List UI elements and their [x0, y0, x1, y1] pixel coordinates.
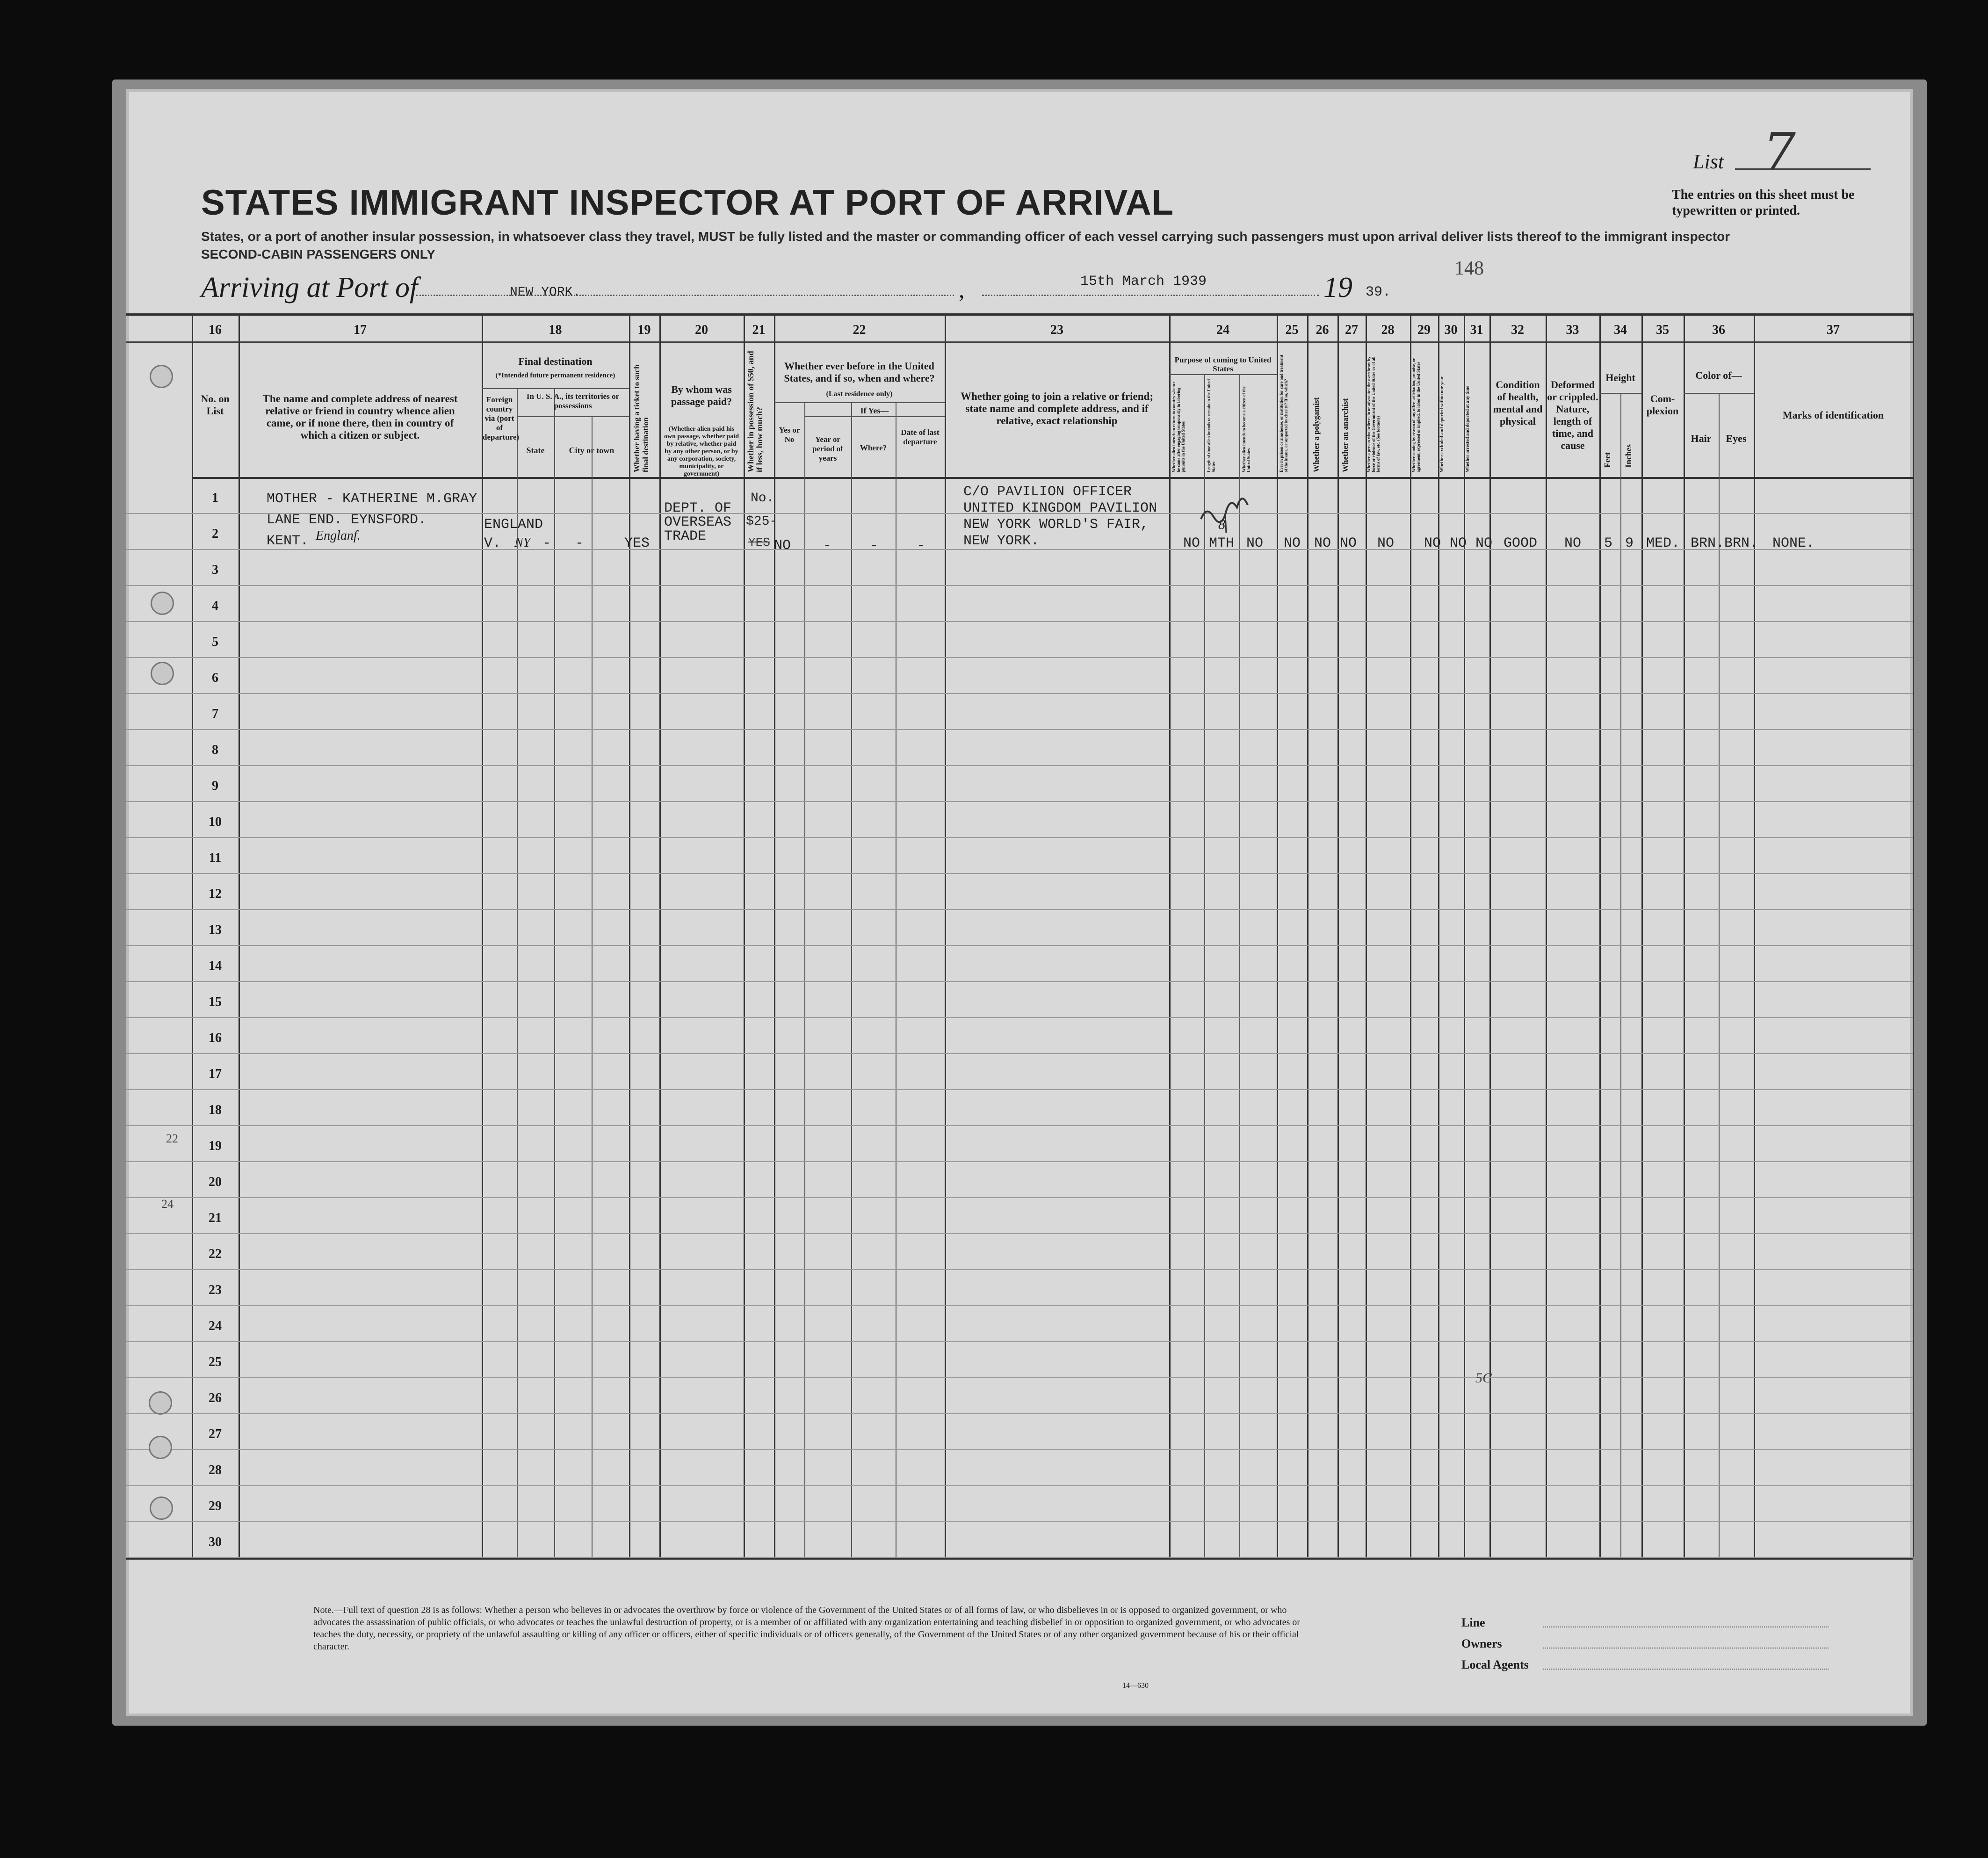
header-health: Condition of health, mental and physical: [1493, 379, 1543, 427]
col-number: 21: [752, 323, 766, 337]
money-no: No.: [751, 491, 774, 506]
col-rule: [659, 313, 661, 1557]
row-rule: [126, 981, 1913, 982]
header-bottom-rule: [192, 477, 1913, 479]
subhead-rule: [517, 416, 629, 417]
col-number: 36: [1712, 323, 1725, 337]
header-marks: Marks of identification: [1782, 409, 1884, 421]
question-28-note: Note.—Full text of question 28 is as follows: Whether a person who believes in or advocates the overthrow by force or violence of the Government of the United States or of all forms of law, or who disbelieves in or is opposed to organized government, or who advocates the assassination of public officials, or who advocates or teaches the unlawful destruction of property, or is a member of or affiliated with any organization entertaining and teaching disbelief in or opposition to organized government, or who advocates or teaches the duty, necessity, or propriety of the unlawful assaulting or killing of any officer or officers, either of specific individuals or of officers generally, of the Government of the United States or of any other organized government because of his or their official character.: [313, 1605, 1300, 1652]
row-rule: [126, 621, 1913, 622]
local-agents-field: [1543, 1669, 1829, 1670]
row-number: 9: [212, 779, 218, 793]
row-rule: [126, 801, 1913, 802]
row-number: 11: [209, 851, 222, 865]
header-no-on-list: No. on List: [201, 393, 230, 417]
header-purpose-length: Length of time alien intends to remain in the United States: [1207, 379, 1216, 472]
col-number: 28: [1381, 323, 1395, 337]
subcol-rule: [1239, 374, 1240, 1557]
list-line: [1735, 168, 1871, 170]
header-eyes: Eyes: [1726, 433, 1747, 444]
row-number: 26: [209, 1391, 222, 1405]
list-label: List: [1693, 150, 1724, 173]
col-number: 25: [1285, 323, 1299, 337]
margin-mark: 5C: [1475, 1370, 1492, 1386]
join-address: UNITED KINGDOM PAVILION: [963, 500, 1157, 516]
arrival-date: 15th March 1939: [1080, 274, 1207, 289]
col-number: 19: [637, 323, 651, 337]
col-number: 23: [1050, 323, 1063, 337]
feet-value: 5: [1604, 535, 1613, 551]
line-label: Line: [1461, 1616, 1485, 1629]
c26-value: NO: [1314, 535, 1331, 551]
state-value: NY: [514, 535, 531, 550]
binder-hole: [151, 662, 174, 685]
header-final-destination-note: (*Intended future permanent residence): [495, 372, 615, 379]
complexion-value: MED.: [1646, 535, 1680, 551]
row-number: 20: [209, 1175, 222, 1189]
col-rule: [1337, 313, 1339, 1557]
relative-line: KENT.: [267, 533, 309, 549]
header-ticket: Whether having a ticket to such final destination: [632, 364, 650, 472]
header-relative: The name and complete address of nearest relative or friend in country whence alien came, or if none there, then in country of which a citizen or subject.: [262, 393, 458, 441]
paid-by: TRADE: [664, 528, 707, 544]
header-overthrow: Whether a person who believes in or advocates the overthrow by force or violence of the Government of the United States or of all forms of law, etc. (See footnote): [1366, 356, 1381, 472]
row-rule: [126, 1413, 1913, 1414]
col-number: 16: [209, 323, 222, 337]
row-number: 4: [212, 599, 218, 613]
row-number: 1: [212, 491, 218, 505]
col-number: 32: [1511, 323, 1524, 337]
header-usa: In U. S. A., its territories or possessions: [526, 392, 620, 410]
margin-mark: 22: [166, 1132, 178, 1145]
paid-by: OVERSEAS: [664, 514, 732, 530]
money-overstrike: YES: [748, 535, 770, 549]
subcol-rule: [851, 402, 852, 1557]
header-anarchist: Whether an anarchist: [1341, 398, 1350, 472]
row-rule: [126, 1377, 1913, 1378]
col-rule: [1277, 313, 1278, 1557]
header-arrested: Whether arrested and deported at any time: [1465, 385, 1470, 472]
relative-handwritten: Englanf.: [316, 528, 361, 543]
col-rule: [1684, 313, 1685, 1557]
binder-hole: [150, 1497, 173, 1520]
c29-value: NO: [1424, 535, 1441, 551]
row-number: 19: [209, 1139, 222, 1153]
header-purpose-citizen: Whether alien intends to become a citizen of the United States: [1242, 386, 1251, 472]
money-amount: $25-: [746, 514, 778, 529]
row-number: 18: [209, 1103, 222, 1117]
relative-line: LANE END. EYNSFORD.: [267, 512, 427, 528]
binder-hole: [149, 1436, 172, 1459]
binder-hole: [151, 592, 174, 615]
row-rule: [126, 909, 1913, 910]
row-rule: [126, 549, 1913, 550]
typewritten-instruction: The entries on this sheet must be typewritten or printed.: [1672, 188, 1855, 218]
col-number: 37: [1827, 323, 1840, 337]
local-agents-label: Local Agents: [1461, 1658, 1529, 1671]
row-number: 6: [212, 671, 218, 685]
date-line: [982, 295, 1319, 296]
row-number: 17: [209, 1067, 222, 1081]
passenger-class: SECOND-CABIN PASSENGERS ONLY: [201, 247, 435, 261]
foreign-via: V.: [484, 535, 501, 551]
paid-by: DEPT. OF: [664, 500, 732, 516]
table-top-rule: [126, 313, 1913, 316]
join-address: NEW YORK WORLD'S FAIR,: [963, 517, 1149, 533]
row-rule: [126, 1017, 1913, 1018]
col-rule: [744, 313, 745, 1557]
col-rule: [945, 313, 946, 1557]
subcol-rule: [804, 402, 805, 1557]
ticket-value: YES: [624, 535, 650, 551]
manifest-sheet: [126, 89, 1913, 1716]
subcol-rule: [1204, 374, 1205, 1557]
marks-value: NONE.: [1772, 535, 1815, 551]
foreign-country: ENGLAND: [484, 517, 543, 533]
before-where: -: [870, 538, 879, 554]
col-number: 18: [549, 323, 562, 337]
row-rule: [126, 1053, 1913, 1054]
header-feet: Feet: [1603, 452, 1612, 468]
row-rule: [126, 1161, 1913, 1162]
subcol-rule: [554, 388, 555, 1557]
before-years: -: [823, 538, 832, 554]
row-number: 22: [209, 1247, 222, 1261]
header-money: Whether in possession of $50, and if less, how much?: [746, 351, 764, 472]
col-rule: [1546, 313, 1547, 1557]
state-dash: -: [542, 535, 551, 551]
col-rule: [1169, 313, 1171, 1557]
col-number: 33: [1566, 323, 1579, 337]
row-rule: [126, 1269, 1913, 1270]
subhead-rule: [1684, 393, 1754, 394]
subcol-rule: [1620, 393, 1621, 1557]
row-number: 29: [209, 1499, 222, 1513]
row-number: 25: [209, 1355, 222, 1369]
before-date: -: [917, 538, 925, 554]
row-rule: [126, 657, 1913, 658]
subhead-rule: [1169, 374, 1277, 375]
row-rule: [126, 765, 1913, 766]
col-rule: [1464, 313, 1465, 1557]
col-number: 22: [853, 323, 866, 337]
row-number: 28: [209, 1463, 222, 1477]
header-height: Height: [1605, 372, 1635, 383]
row-number: 8: [212, 743, 218, 757]
header-passage-paid-note: (Whether alien paid his own passage, whether paid by relative, whether paid by any other person, or by any corporation, society, municipality, or government): [664, 426, 739, 477]
row-number: 12: [209, 887, 222, 901]
col-number: 27: [1345, 323, 1358, 337]
hair-eyes-value: BRN.BRN.: [1691, 535, 1758, 551]
header-purpose-return: Whether alien intends to return to country whence he came after engaging temporarily in laboring pursuits in the United States: [1171, 381, 1186, 472]
purpose-length-hand: 8: [1218, 517, 1225, 532]
c25-value: NO: [1284, 535, 1301, 551]
row-number: 2: [212, 527, 218, 541]
header-yes-no: Yes or No: [779, 426, 800, 444]
header-final-destination: Final destination: [518, 355, 593, 367]
header-inches: Inches: [1624, 444, 1633, 468]
margin-mark: 24: [161, 1197, 173, 1211]
page-title: STATES IMMIGRANT INSPECTOR AT PORT OF ARRIVAL: [201, 183, 1174, 223]
row-rule: [126, 873, 1913, 874]
col-rule: [1307, 313, 1308, 1557]
col-number: 17: [354, 323, 367, 337]
col-number: 24: [1216, 323, 1229, 337]
col-rule: [1410, 313, 1411, 1557]
header-excluded: Whether excluded and deported within one year: [1439, 376, 1445, 472]
port-value: NEW YORK.: [510, 285, 581, 300]
row-number: 14: [209, 959, 222, 973]
instruction-line: States, or a port of another insular possession, in whatsoever class they travel, MUST be fully listed and the master or commanding officer of each vessel carrying such passengers must upon arrival deliver lists thereof to the immigrant inspector: [201, 229, 1730, 244]
row-rule: [126, 1197, 1913, 1198]
subhead-rule: [1599, 393, 1641, 394]
col-rule: [1754, 313, 1755, 1557]
c31-value: NO: [1475, 535, 1493, 551]
column-number-rule: [126, 341, 1913, 343]
header-state: State: [526, 446, 545, 455]
row-number: 21: [209, 1211, 222, 1225]
form-number: 14—630: [1122, 1682, 1149, 1690]
row-number: 3: [212, 563, 218, 577]
col-rule: [239, 313, 240, 1557]
header-join-relative: Whether going to join a relative or friend; state name and complete address, and if relative, exact relationship: [960, 390, 1154, 427]
owners-label: Owners: [1461, 1637, 1502, 1650]
row-rule: [126, 729, 1913, 730]
row-rule: [126, 1233, 1913, 1234]
purpose-length: MTH: [1209, 535, 1235, 551]
binder-hole: [150, 365, 173, 388]
subcol-rule: [1719, 393, 1720, 1557]
subcol-rule: [517, 388, 518, 1557]
col-number: 35: [1656, 323, 1669, 337]
col-rule: [482, 313, 483, 1557]
purpose-citizen: NO: [1246, 535, 1264, 551]
row-rule: [126, 1521, 1913, 1522]
join-address: C/O PAVILION OFFICER: [963, 484, 1132, 500]
col-number: 30: [1444, 323, 1458, 337]
inches-value: 9: [1625, 535, 1634, 551]
col-rule: [774, 313, 775, 1557]
comma: ,: [959, 276, 965, 303]
col-rule: [1913, 313, 1914, 1557]
year-prefix: 19: [1323, 272, 1352, 304]
row-number: 23: [209, 1283, 222, 1297]
col-number: 29: [1417, 323, 1431, 337]
col-rule: [1438, 313, 1439, 1557]
row-number: 10: [209, 815, 222, 829]
col-rule: [1641, 313, 1643, 1557]
row-number: 30: [209, 1535, 222, 1549]
header-hair: Hair: [1691, 433, 1712, 444]
col-rule: [1599, 313, 1601, 1557]
header-complexion: Com- plexion: [1646, 393, 1679, 417]
row-rule: [126, 837, 1913, 838]
row-rule: [126, 1341, 1913, 1342]
subcol-rule: [592, 416, 593, 1557]
row-number: 7: [212, 707, 218, 721]
row-number: 27: [209, 1427, 222, 1441]
col-rule: [629, 313, 630, 1557]
year-suffix: 39.: [1366, 284, 1391, 300]
c27-value: NO: [1340, 535, 1357, 551]
col-rule: [1366, 313, 1367, 1557]
header-foreign-country: Foreign country via (port of departure): [483, 395, 520, 441]
row-number: 13: [209, 923, 222, 937]
port-line: [416, 295, 954, 296]
row-number: 16: [209, 1031, 222, 1045]
subhead-rule: [774, 402, 945, 403]
header-last-departure: Date of last departure: [901, 428, 940, 446]
row-rule: [126, 1125, 1913, 1126]
header-prison: Ever in prison or almshouse, or institution for care and treatment of the insane, or supported by charity? If so, which?: [1279, 354, 1288, 472]
c28-value: NO: [1377, 535, 1395, 551]
row-rule: [126, 1305, 1913, 1306]
col-number: 26: [1316, 323, 1329, 337]
binder-hole: [149, 1391, 172, 1415]
subhead-rule: [482, 388, 629, 389]
list-number: 7: [1763, 122, 1796, 181]
row-rule: [126, 1089, 1913, 1090]
row-number: 15: [209, 995, 222, 1009]
header-purpose: Purpose of coming to United States: [1174, 355, 1272, 373]
col-number: 20: [695, 323, 708, 337]
header-polygamist: Whether a polygamist: [1312, 397, 1321, 472]
header-passage-paid: By whom was passage paid?: [671, 383, 732, 407]
header-deformed: Deformed or crippled. Nature, length of time, and cause: [1547, 379, 1598, 451]
before-yes-no: NO: [774, 538, 791, 554]
header-labor-offer: Whether coming by reason of any offer, solicitation, promise, or agreement, expressed or implied, to labor in the United States: [1411, 358, 1421, 472]
relative-line: MOTHER - KATHERINE M.GRAY: [267, 491, 477, 507]
header-where: Where?: [860, 443, 887, 452]
deformed-value: NO: [1564, 535, 1582, 551]
header-if-yes: If Yes—: [860, 406, 889, 415]
row-rule: [126, 1449, 1913, 1450]
health-value: GOOD: [1504, 535, 1538, 551]
header-before-note: (Last residence only): [826, 390, 893, 398]
city-value: -: [575, 535, 584, 551]
header-years: Year or period of years: [812, 435, 843, 463]
col-number: 31: [1470, 323, 1483, 337]
join-address: NEW YORK.: [963, 533, 1040, 549]
header-city: City or town: [569, 446, 614, 455]
header-color-of: Color of—: [1695, 369, 1742, 381]
row-rule: [126, 585, 1913, 586]
purpose-return: NO: [1183, 535, 1200, 551]
row-rule: [126, 1557, 1913, 1558]
col-number: 34: [1614, 323, 1627, 337]
row-rule: [126, 945, 1913, 946]
handwritten-scribble: [1197, 486, 1253, 538]
stamp-number: 148: [1454, 258, 1484, 279]
c30-value: NO: [1450, 535, 1467, 551]
row-number: 5: [212, 635, 218, 649]
row-number: 24: [209, 1319, 222, 1333]
row-rule: [126, 1485, 1913, 1486]
arriving-label: Arriving at Port of: [201, 272, 418, 304]
row-rule: [126, 693, 1913, 694]
header-before-in-us: Whether ever before in the United States, and if so, when and where?: [784, 360, 935, 384]
